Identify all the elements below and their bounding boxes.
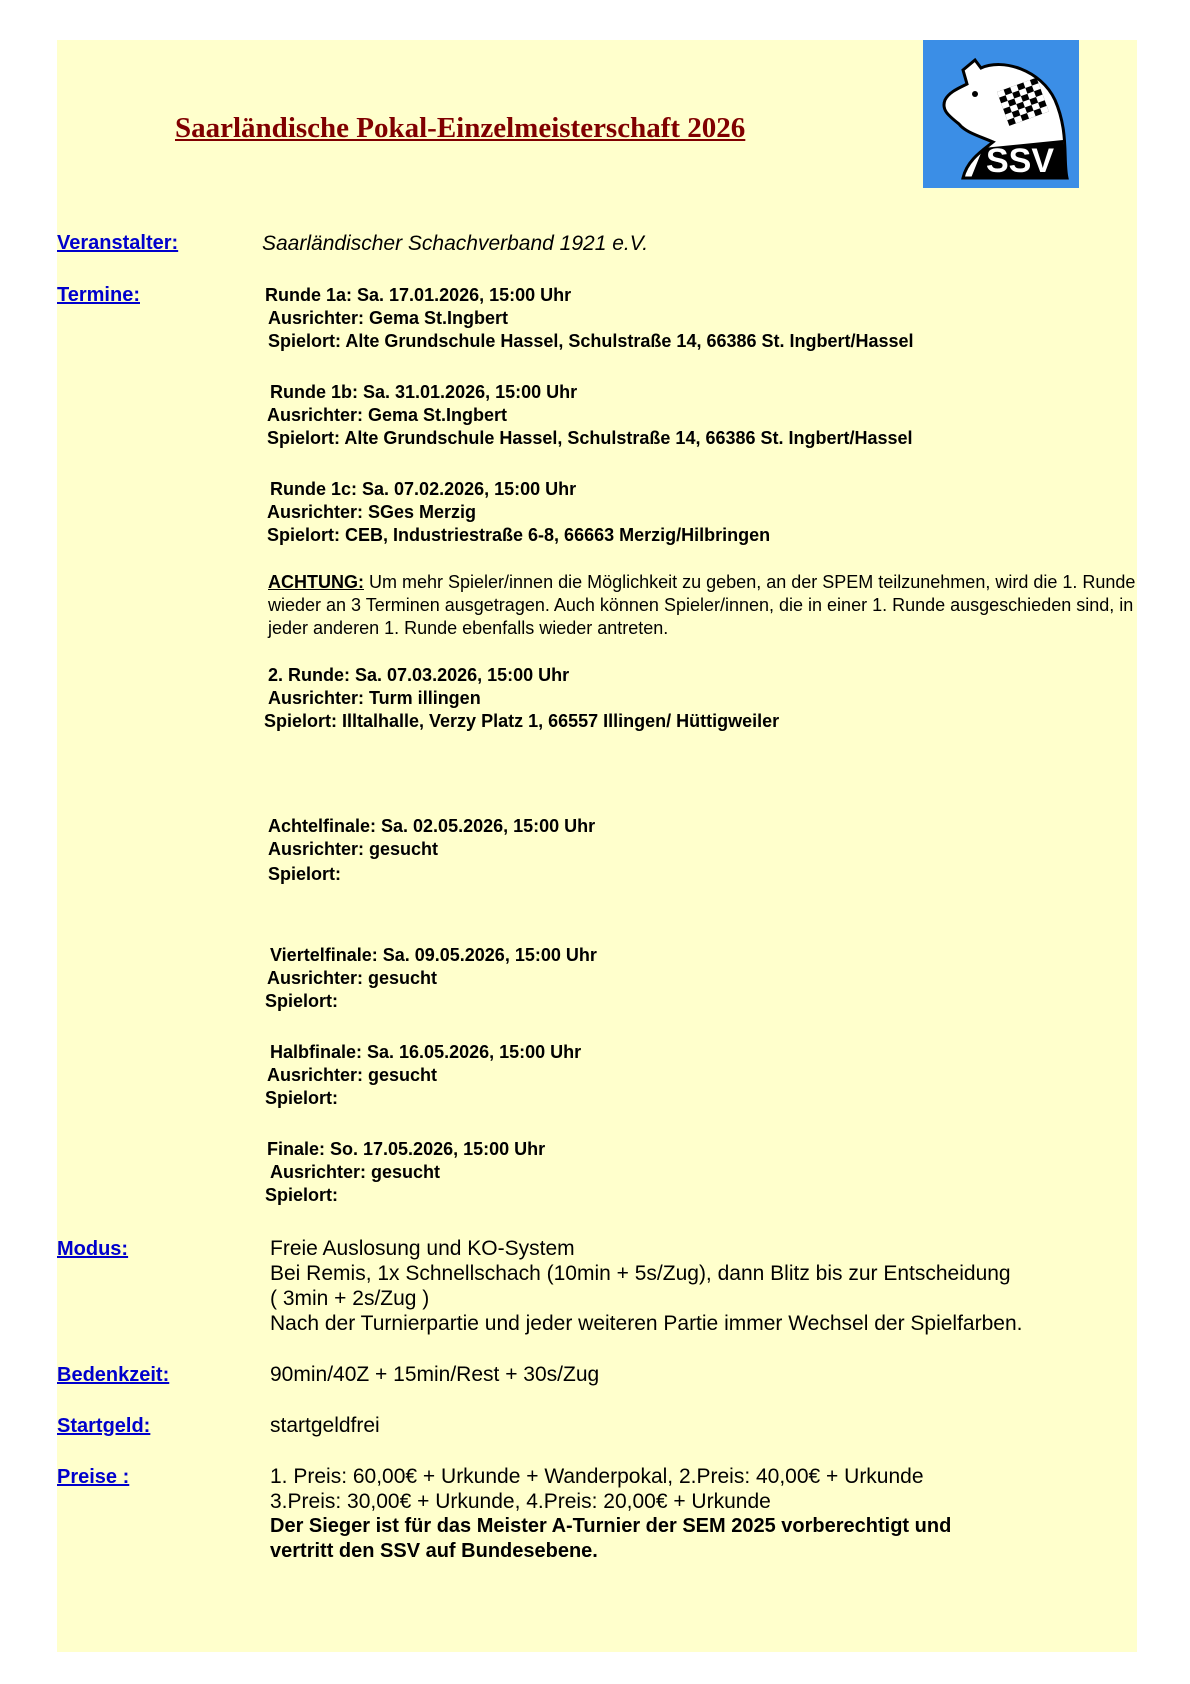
label-veranstalter: Veranstalter: [57,232,179,254]
round-heading: Halbfinale: Sa. 16.05.2026, 15:00 Uhr [270,1042,582,1062]
preise-bold-line: vertritt den SSV auf Bundesebene. [270,1540,598,1562]
round-viertelfinale [267,944,597,1013]
modus-line: Nach der Turnierpartie und jeder weiteren Partie immer Wechsel der Spielfarben. [270,1312,1023,1335]
modus-line: ( 3min + 2s/Zug ) [270,1287,430,1310]
startgeld-value: startgeldfrei [270,1414,380,1437]
round-1c [267,478,770,547]
label-modus: Modus: [57,1238,129,1260]
round-spielort: Spielort: [268,864,342,884]
round-heading: Finale: So. 17.05.2026, 15:00 Uhr [267,1139,546,1159]
modus-text [270,1236,1022,1336]
round-heading: Runde 1b: Sa. 31.01.2026, 15:00 Uhr [270,382,578,402]
veranstalter-value: Saarländischer Schachverband 1921 e.V. [262,232,649,255]
modus-line: Bei Remis, 1x Schnellschach (10min + 5s/Zug), dann Blitz bis zur Entscheidung [270,1262,1011,1285]
round-spielort: Spielort: [265,991,339,1011]
preise-text [270,1464,951,1564]
round-ausrichter: Ausrichter: gesucht [270,1162,441,1182]
round-spielort: Spielort: CEB, Industriestraße 6-8, 66663 Merzig/Hilbringen [267,525,771,545]
label-startgeld: Startgeld: [57,1415,151,1437]
round-1b [267,381,913,450]
logo-text: SSV [985,142,1055,180]
round-halbfinale [267,1041,581,1110]
round-heading: Achtelfinale: Sa. 02.05.2026, 15:00 Uhr [268,816,596,836]
round-ausrichter: Ausrichter: gesucht [267,1065,438,1085]
round-heading: 2. Runde: Sa. 07.03.2026, 15:00 Uhr [268,665,570,685]
round-ausrichter: Ausrichter: gesucht [268,839,439,859]
round-spielort: Spielort: [265,1088,339,1108]
round-ausrichter: Ausrichter: Gema St.Ingbert [268,308,509,328]
round-ausrichter: Ausrichter: SGes Merzig [267,502,477,522]
round-spielort: Spielort: Illtalhalle, Verzy Platz 1, 66557 Illingen/ Hüttigweiler [264,711,780,731]
round-heading: Viertelfinale: Sa. 09.05.2026, 15:00 Uhr [270,945,597,965]
round-2 [264,664,780,733]
page-title: Saarländische Pokal-Einzelmeisterschaft 2026 [175,112,746,144]
round-heading: Runde 1c: Sa. 07.02.2026, 15:00 Uhr [270,479,577,499]
round-achtelfinale [268,815,595,886]
modus-line: Freie Auslosung und KO-System [270,1237,575,1260]
achtung-keyword: ACHTUNG: [268,572,364,592]
label-preise: Preise : [57,1466,130,1488]
round-finale [267,1138,545,1207]
achtung-text: Um mehr Spieler/innen die Möglichkeit zu geben, an der SPEM teilzunehmen, wird die 1. Runde wieder an 3 Terminen ausgetragen. Auch können Spieler/innen, die in einer 1. Runde ausgeschieden sind, in jeder anderen 1. Runde ebenfalls wieder antreten. [268,572,1136,638]
round-spielort: Spielort: [265,1185,339,1205]
preise-line: 3.Preis: 30,00€ + Urkunde, 4.Preis: 20,00€ + Urkunde [270,1490,771,1513]
round-ausrichter: Ausrichter: Gema St.Ingbert [267,405,508,425]
preise-line: 1. Preis: 60,00€ + Urkunde + Wanderpokal, 2.Preis: 40,00€ + Urkunde [270,1465,924,1488]
label-bedenkzeit: Bedenkzeit: [57,1364,170,1386]
bedenkzeit-value: 90min/40Z + 15min/Rest + 30s/Zug [270,1363,600,1386]
ssv-logo [923,40,1079,188]
chess-knight-icon [923,40,1079,188]
achtung-note [268,571,1148,640]
round-spielort: Spielort: Alte Grundschule Hassel, Schulstraße 14, 66386 St. Ingbert/Hassel [267,428,913,448]
preise-bold-line: Der Sieger ist für das Meister A-Turnier der SEM 2025 vorberechtigt und [270,1515,952,1537]
round-1a [265,284,914,353]
round-heading: Runde 1a: Sa. 17.01.2026, 15:00 Uhr [265,285,572,305]
round-ausrichter: Ausrichter: Turm illingen [268,688,481,708]
page-background [57,40,1137,1652]
round-spielort: Spielort: Alte Grundschule Hassel, Schulstraße 14, 66386 St. Ingbert/Hassel [268,331,914,351]
round-ausrichter: Ausrichter: gesucht [267,968,438,988]
label-termine: Termine: [57,284,140,306]
